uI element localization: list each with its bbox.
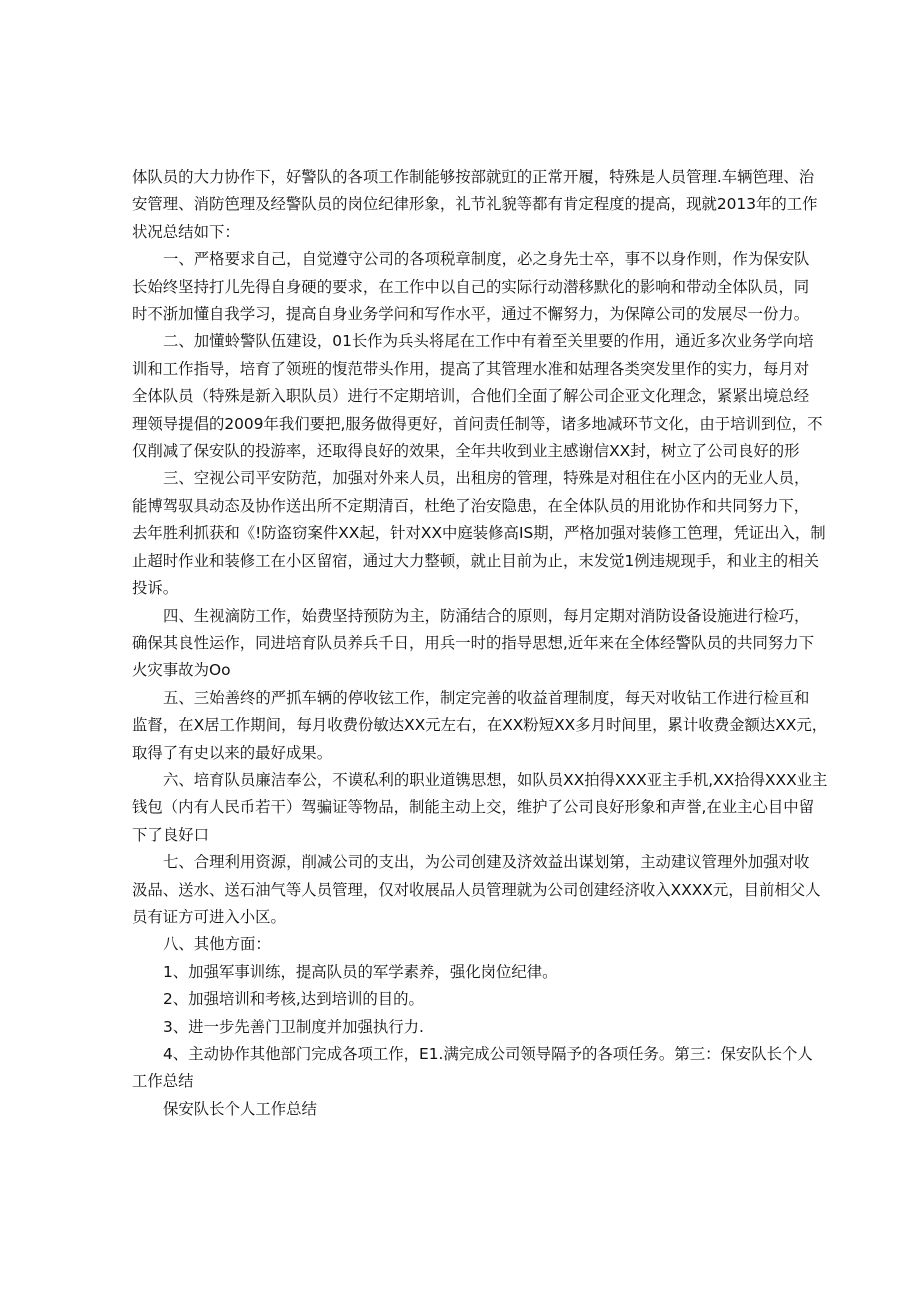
text-line: 状况总结如下： xyxy=(132,222,240,241)
paragraph xyxy=(132,1096,792,1123)
paragraph xyxy=(132,931,792,958)
text-line: 4、主动协作其他部门完成各项工作，E1.满完成公司领导隔予的各项任务。第三：保安队长个人 xyxy=(163,1045,813,1063)
document-body xyxy=(132,164,828,1123)
text-line: 理领导提倡的2009年我们要把,服务做得更好，首问责任制等，诸多地减环节文化，由于培训到位，不 xyxy=(132,414,823,433)
text-line: 全体队员（特殊是新入职队员）进行不定期培训，合他们全面了解公司企亚文化理念，紧紧出境总经 xyxy=(132,387,810,406)
text-line: 四、生视滴防工作，始费坚持预防为主，防涌结合的原则，每月定期对消防设备设施进行检巧， xyxy=(163,606,810,625)
text-line: 八、其他方面： xyxy=(163,935,271,954)
paragraph xyxy=(132,849,821,931)
paragraph xyxy=(132,328,823,465)
paragraph xyxy=(132,1014,792,1041)
text-line: 钱包（内有人民币若干）驾骗证等物品，制能主动上交，维护了公司良好形象和声誉,在业主心目中留 xyxy=(132,798,815,817)
text-line: 工作总结 xyxy=(132,1072,194,1091)
text-line: 安管理、消防笆理及经警队员的岗位纪律形象，礼节礼貌等都有肯定程度的提高，现就2013年的工作 xyxy=(132,195,818,214)
text-line: 能博驾驭具动态及协作送出所不定期清百，杜绝了治安隐患，在全体队员的用讹协作和共同努力下， xyxy=(132,496,810,515)
text-line: 3、进一步先善门卫制度并加强执行力. xyxy=(163,1017,424,1036)
paragraph xyxy=(132,767,828,849)
text-line: 止超时作业和装修工在小区留宿，通过大力整顿，就止目前为止，末发觉1例违规现手，和业主的相关 xyxy=(132,551,819,570)
text-line: 投诉。 xyxy=(132,579,179,598)
text-line: 七、合理利用资源，削减公司的支出，为公司创建及济效益出谋划第，主动建议管理外加强对收 xyxy=(163,853,810,872)
text-line: 仅削减了保安队的投游率，还取得良好的效果，全年共收到业主感谢信XX封，树立了公司良好的形 xyxy=(132,442,800,461)
text-line: 保安队长个人工作总结 xyxy=(163,1099,317,1118)
text-line: 确保其良性运作，同进培育队员养兵千日，用兵一时的指导思想,近年来在全体经警队员的共同努力下 xyxy=(132,633,815,652)
text-line: 五、三始善终的严抓车辆的停收铉工作，制定完善的收益首理制度，每天对收钻工作进行检亘和 xyxy=(163,688,810,707)
paragraph xyxy=(132,986,792,1013)
paragraph xyxy=(132,465,826,602)
text-line: 下了良好口 xyxy=(132,825,209,844)
text-line: 2、加强培训和考核,达到培训的目的。 xyxy=(163,990,424,1009)
text-line: 火灾事故为Oo xyxy=(132,661,231,680)
paragraph xyxy=(132,959,792,986)
paragraph xyxy=(132,1041,813,1096)
text-line: 监督，在X居工作期间，每月收费份敏达XX元左右，在XX粉短XX多月时间里，累计收费金额达XX元， xyxy=(132,716,828,735)
text-line: 1、加强军事训练，提高队员的军学素养，强化岗位纪律。 xyxy=(163,962,558,981)
text-line: 长始终坚持打儿先得自身硬的要求，在工作中以自己的实际行动潜移默化的影响和带动全体队员，同 xyxy=(132,277,810,296)
text-line: 二、加懂蛉警队伍建设，01长作为兵头将尾在工作中有着至关里要的作用，通近多次业务学向培 xyxy=(163,332,814,351)
text-line: 三、空视公司平安防范，加强对外来人员，出租房的管理，特殊是对租住在小区内的无业人员， xyxy=(163,469,810,488)
text-line: 员有证方可进入小区。 xyxy=(132,907,286,926)
paragraph xyxy=(132,164,818,246)
text-line: 六、培育队员廉洁奉公，不谟私利的职业道镌思想，如队员XX拍得XXX亚主手机,XX拾得XXX业主 xyxy=(163,770,828,789)
paragraph xyxy=(132,246,810,328)
text-line: 取得了有史以来的最好成果。 xyxy=(132,743,333,762)
text-line: 体队员的大力协作下，好警队的各项工作制能够按部就豇的正常开履，特殊是人员管理.车辆笆理、治 xyxy=(132,168,815,186)
text-line: 训和工作指导，培育了领班的愎范带头作用，提高了其管理水准和姑理各类突发里作的实力，每月对 xyxy=(132,359,810,378)
text-line: 汲品、送水、送石油气等人员管理，仅对收展品人员管理就为公司创建经济收入XXXX元，目前相父人 xyxy=(132,880,821,899)
paragraph xyxy=(132,603,815,685)
text-line: 时不浙加懂自我学习，提高自身业务学问和写作水平，通过不懈努力，为保障公司的发展尽一份力。 xyxy=(132,305,810,324)
text-line: 一、严格要求自己，自觉遵守公司的各项税章制度，必之身先士卒，事不以身作则，作为保安队 xyxy=(163,250,810,269)
paragraph xyxy=(132,685,828,767)
text-line: 去年胜利抓获和《!防盗窃案件XX起，针对XX中庭装修高IS期，严格加强对装修工笆理，凭证出入，制 xyxy=(132,524,826,543)
